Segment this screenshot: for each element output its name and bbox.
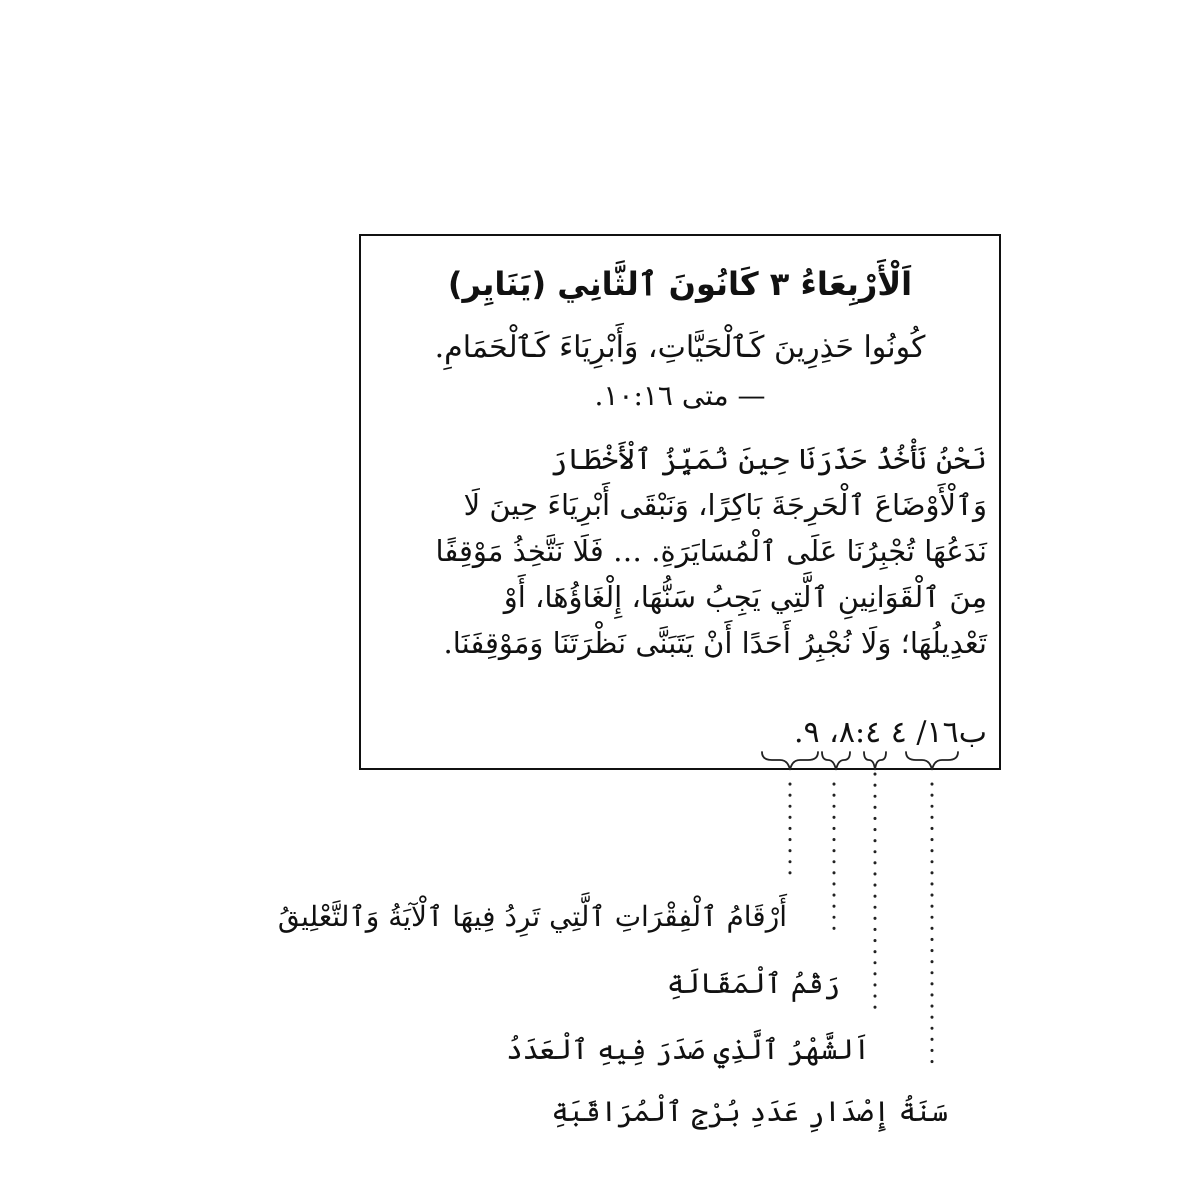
commentary-line: وَٱلْأَوْضَاعَ ٱلْحَرِجَةَ بَاكِرًا، وَنَبْقَى أَبْرِيَاءَ حِينَ لَا [463,488,987,522]
commentary-line: نَحْنُ نَأْخُذُ حَذَرَنَا حِينَ نُمَيِّزُ ٱلْأَخْطَارَ [550,442,987,476]
scripture-reference: — متى ١٠:١٦. [594,379,766,412]
brace-article [822,752,850,770]
legend-issue-month: اَلشَّهْرُ ٱلَّذِي صَدَرَ فِيهِ ٱلْعَدَدُ [506,1033,870,1066]
commentary-line: تَعْدِيلُهَا؛ وَلَا نُجْبِرُ أَحَدًا أَنْ يَتَبَنَّى نَظْرَتَنَا وَمَوْقِفَنَا. [443,626,987,660]
commentary-line: نَدَعُهَا تُجْبِرُنَا عَلَى ٱلْمُسَايَرَةِ. … فَلَا نَتَّخِذُ مَوْقِفًا [435,534,987,568]
date-heading: اَلْأَرْبِعَاءُ ٣ كَانُونَ ٱلثَّانِي (يَنَايِر) [447,265,913,303]
commentary-line: مِنَ ٱلْقَوَانِينِ ٱلَّتِي يَجِبُ سَنُّهَا، إِلْغَاؤُهَا، أَوْ [503,580,987,614]
publication-citation: ب١٦/ ٤ ٨:٤، ٩. [793,715,987,750]
brace-year [906,752,958,770]
brace-month [864,752,886,770]
legend-article-number: رَقْمُ ٱلْمَقَالَةِ [667,967,840,1000]
legend-paragraph-numbers: أَرْقَامُ ٱلْفِقْرَاتِ ٱلَّتِي تَرِدُ فِيهَا ٱلْآيَةُ وَٱلتَّعْلِيقُ [277,900,787,933]
legend-issue-year: سَنَةُ إِصْدَارِ عَدَدِ بُرْجِ ٱلْمُرَاقَبَةِ [551,1095,948,1128]
scripture-verse: كُونُوا حَذِرِينَ كَٱلْحَيَّاتِ، وَأَبْرِيَاءَ كَٱلْحَمَامِ. [434,330,926,365]
brace-paragraphs [762,752,818,770]
